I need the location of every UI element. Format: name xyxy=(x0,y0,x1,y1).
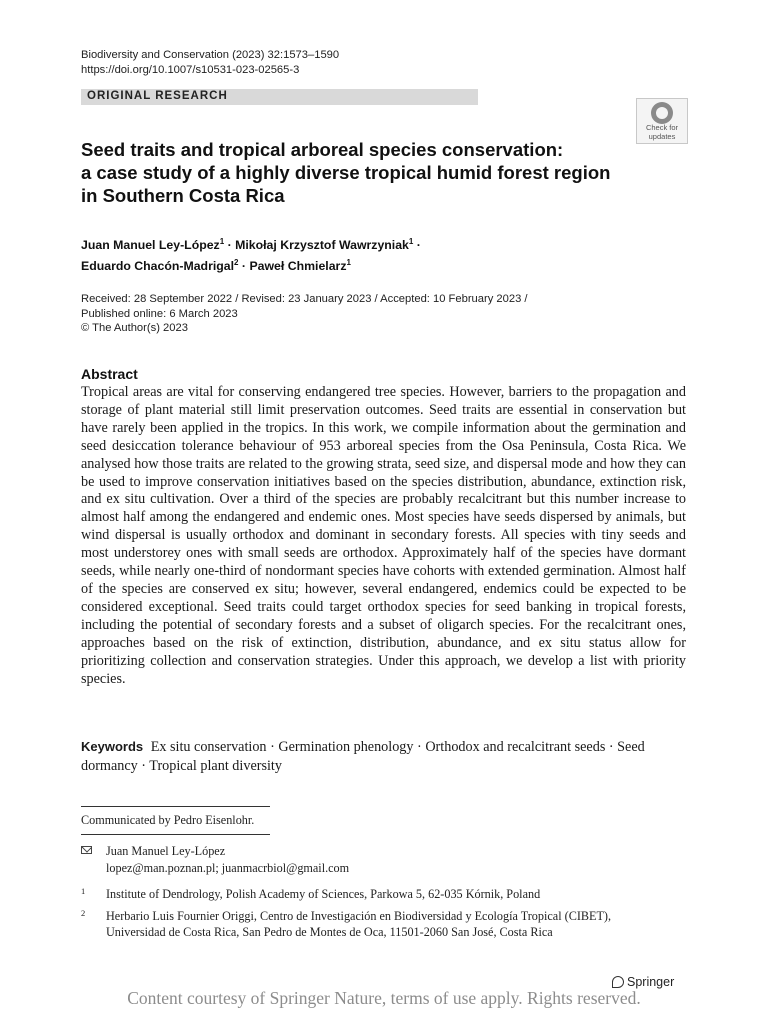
author-line xyxy=(81,233,641,254)
author-name[interactable]: Eduardo Chacón-Madrigal xyxy=(81,259,235,274)
author-name[interactable]: Juan Manuel Ley-López xyxy=(81,238,220,253)
check-for-updates-button[interactable] xyxy=(636,98,688,144)
publisher-name: Springer xyxy=(627,975,675,989)
publisher-mark xyxy=(612,975,674,989)
copyright: © The Author(s) 2023 xyxy=(81,322,188,334)
affiliation-item xyxy=(81,909,626,940)
crossmark-icon xyxy=(651,102,673,124)
affiliation-number: 1 xyxy=(81,886,86,896)
contact-emails[interactable]: lopez@man.poznan.pl; juanmacrbiol@gmail.com xyxy=(106,861,350,875)
article-title xyxy=(81,138,641,207)
contact-name: Juan Manuel Ley-López xyxy=(106,844,226,858)
abstract-heading: Abstract xyxy=(81,366,138,382)
keywords-text: Ex situ conservation · Germination phenology · Orthodox and recalcitrant seeds · Seed dormancy · Tropical plant diversity xyxy=(81,739,645,774)
affiliation-item xyxy=(81,887,626,903)
affiliation-number: 2 xyxy=(81,908,86,918)
author-name[interactable]: Mikołaj Krzysztof Wawrzyniak xyxy=(235,238,409,253)
author-separator: · xyxy=(238,259,250,274)
keywords-block xyxy=(81,738,686,775)
author-separator: · xyxy=(413,238,421,253)
author-separator: · xyxy=(224,238,236,253)
author-name[interactable]: Paweł Chmielarz xyxy=(249,259,347,274)
corresponding-author xyxy=(81,843,349,877)
dates-history: Received: 28 September 2022 / Revised: 23 January 2023 / Accepted: 10 February 2023 / xyxy=(81,293,528,305)
title-line: Seed traits and tropical arboreal species conservation: xyxy=(81,139,564,160)
keywords-heading: Keywords xyxy=(81,739,144,754)
article-type-banner xyxy=(81,89,478,105)
check-updates-line2: updates xyxy=(648,131,676,141)
article-type-label: ORIGINAL RESEARCH xyxy=(87,90,228,102)
author-affiliation-mark: 1 xyxy=(346,258,351,268)
author-list xyxy=(81,233,641,275)
title-line: in Southern Costa Rica xyxy=(81,185,285,206)
published-online: Published online: 6 March 2023 xyxy=(81,307,238,320)
envelope-icon xyxy=(81,846,92,854)
author-affiliation-mark: 2 xyxy=(234,258,239,268)
footnote-rule xyxy=(81,806,270,807)
abstract-text: Tropical areas are vital for conserving endangered tree species. However, barriers to the propagation and storage of plant material still limit preservation outcomes. Seed traits are essential in conservation but have rarely been applied in the tropics. In this work, we compile information about the germination and seed desiccation tolerance behaviour of 953 arboreal species from the Osa Peninsula, Costa Rica. We analysed how those traits are related to the growing strata, seed size, and dispersal mode and how they can be used to improve conservation initiatives based on the species distribution, abundance, extinction risk, and ex situ cultivation. Over a third of the species are probably recalcitrant but this number increase to almost half among the endangered and endemic ones. Most species have seeds dispersed by animals, but wind dispersal is usually orthodox and dominant in secondary forests. All species with tiny seeds and most understorey ones with small seeds are orthodox. Approximately half of the species have dormant seeds, while nearly one-third of nondormant species have cohorts with extended germination. Almost half of the species are conserved ex situ; however, several endangered, endemics could be expected to be considered exceptional. Seed traits could target orthodox species for seed banking in tropical forests, including the potential of secondary forests and a subset of oligarch species. For the recalcitrant ones, approaches based on the risk of extinction, distribution, abundance, and ex situ status allow for prioritizing collection and conservation strategies. Under this approach, we develop a list with priority species. xyxy=(81,384,686,687)
author-affiliation-mark: 1 xyxy=(219,237,225,246)
author-line xyxy=(81,254,641,275)
journal-header xyxy=(81,48,339,78)
doi-link[interactable]: https://doi.org/10.1007/s10531-023-02565-3 xyxy=(81,64,300,76)
check-updates-line1: Check for xyxy=(645,123,679,132)
courtesy-watermark: Content courtesy of Springer Nature, terms of use apply. Rights reserved. xyxy=(127,988,641,1008)
affiliation-text: Institute of Dendrology, Polish Academy of Sciences, Parkowa 5, 62-035 Kórnik, Poland xyxy=(106,887,541,901)
communicated-by: Communicated by Pedro Eisenlohr. xyxy=(81,813,255,827)
author-affiliation-mark: 1 xyxy=(408,237,414,246)
affiliation-text: Herbario Luis Fournier Origgi, Centro de Investigación en Biodiversidad y Ecología Tropical (CIBET), Universidad de Costa Rica, San Pedro de Montes de Oca, 11501-2060 San José, Costa Rica xyxy=(106,909,612,939)
springer-horse-icon xyxy=(612,976,624,988)
publication-dates xyxy=(81,292,681,336)
footnote-rule xyxy=(81,834,270,835)
journal-citation: Biodiversity and Conservation (2023) 32:1573–1590 xyxy=(81,49,340,61)
title-line: a case study of a highly diverse tropical humid forest region xyxy=(81,162,611,183)
